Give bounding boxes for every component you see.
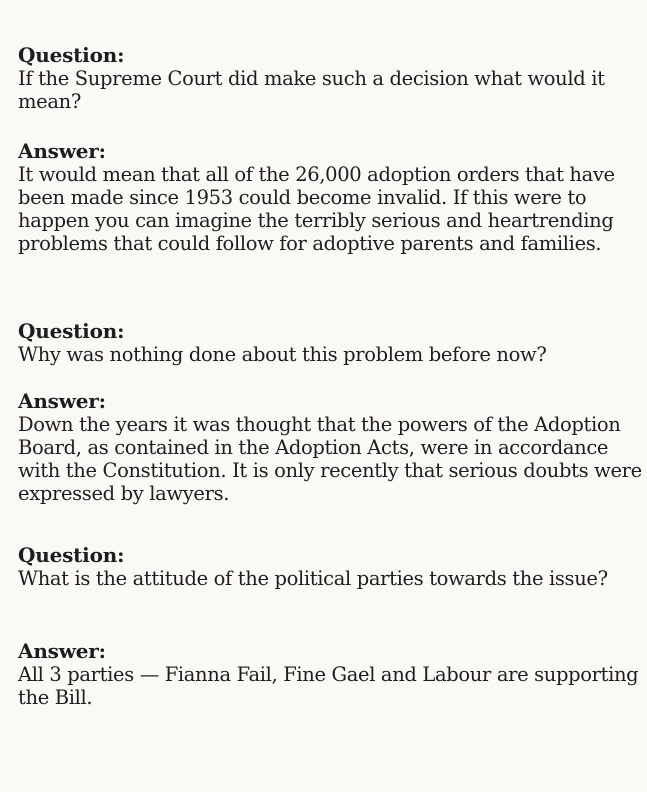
answer-block-3 bbox=[18, 640, 646, 709]
answer-text: All 3 parties — Fianna Fail, Fine Gael and Labour are supporting the Bill. bbox=[18, 663, 639, 709]
answer-label: Answer: bbox=[18, 139, 106, 163]
answer-block-1 bbox=[18, 140, 646, 255]
question-block-1 bbox=[18, 44, 646, 113]
answer-label: Answer: bbox=[18, 639, 106, 663]
answer-label: Answer: bbox=[18, 389, 106, 413]
question-block-2 bbox=[18, 320, 646, 366]
question-label: Question: bbox=[18, 43, 125, 67]
question-text: What is the attitude of the political parties towards the issue? bbox=[18, 567, 608, 590]
question-text: If the Supreme Court did make such a decision what would it mean? bbox=[18, 67, 605, 113]
answer-text: Down the years it was thought that the powers of the Adoption Board, as contained in the Adoption Acts, were in accordance with the Constitution. It is only recently that serious doubts were expressed by lawyers. bbox=[18, 413, 642, 505]
question-block-3 bbox=[18, 544, 646, 590]
question-label: Question: bbox=[18, 319, 125, 343]
answer-text: It would mean that all of the 26,000 adoption orders that have been made since 1953 could become invalid. If this were to happen you can imagine the terribly serious and heartrending problems that could follow for adoptive parents and families. bbox=[18, 163, 615, 255]
answer-block-2 bbox=[18, 390, 646, 505]
question-text: Why was nothing done about this problem before now? bbox=[18, 343, 547, 366]
question-label: Question: bbox=[18, 543, 125, 567]
